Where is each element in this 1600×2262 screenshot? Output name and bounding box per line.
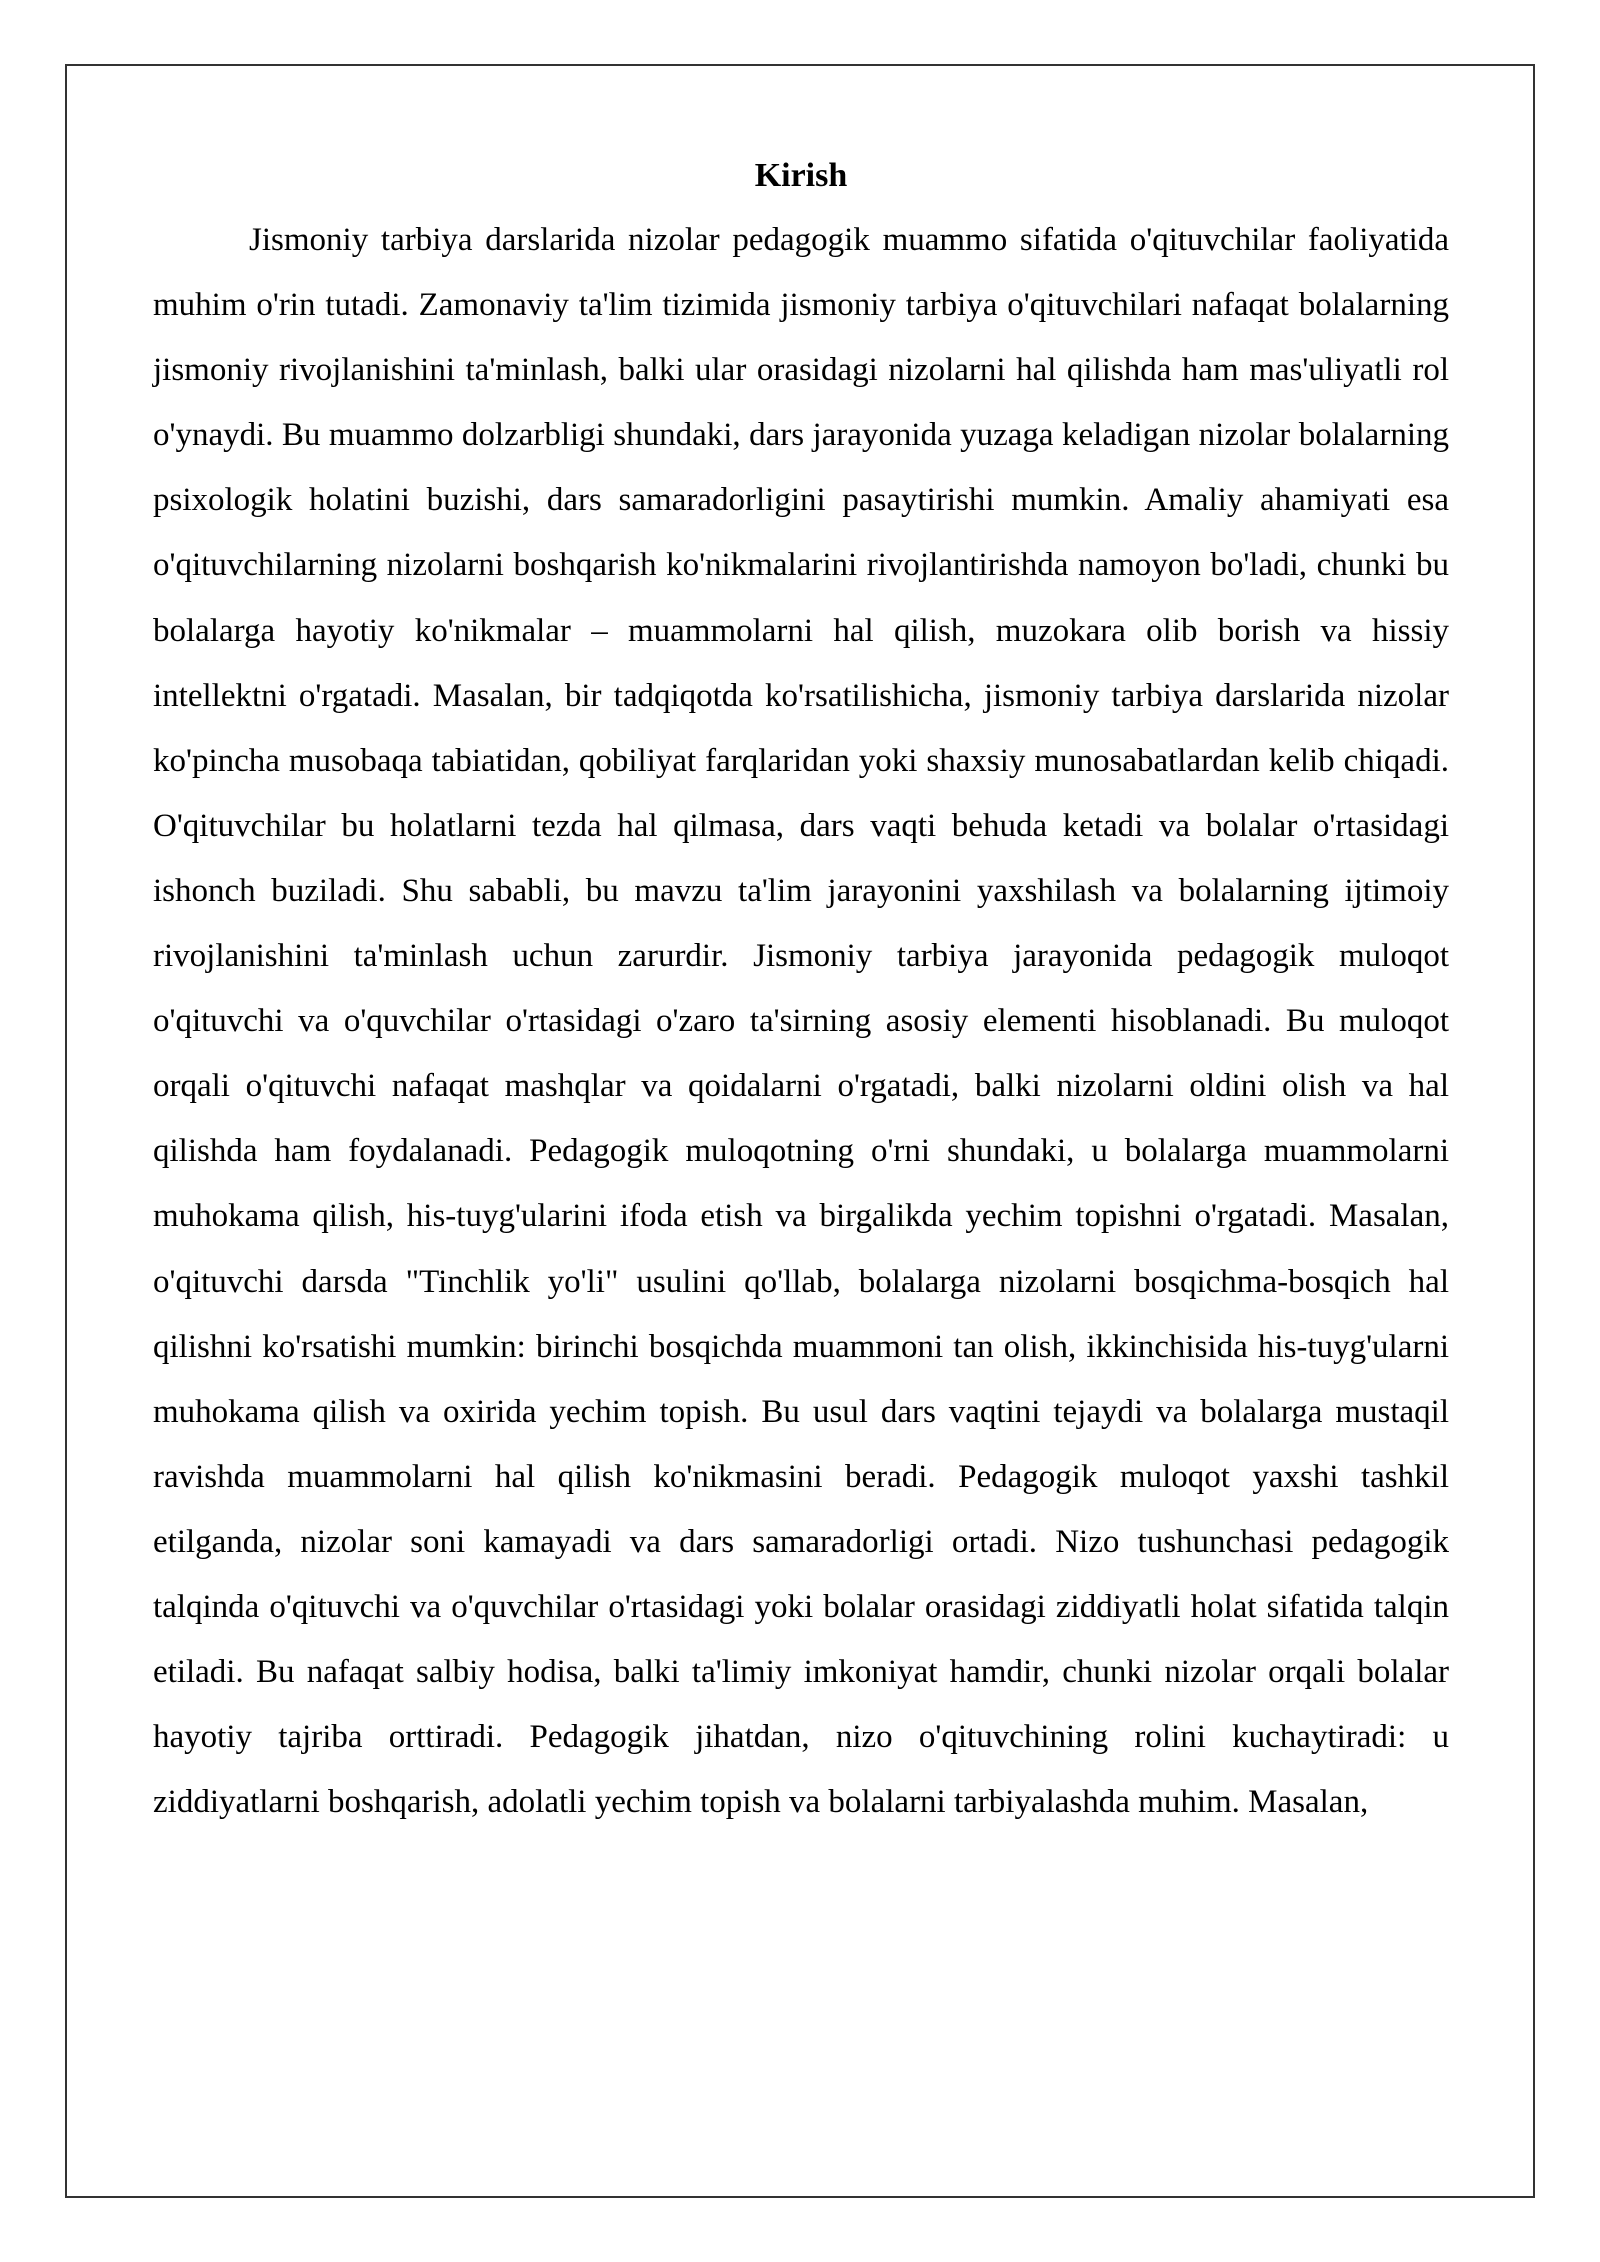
section-heading: Kirish [754,157,848,194]
body-paragraph: Jismoniy tarbiya darslarida nizolar pedagogik muammo sifatida o'qituvchilar faoliyatida muhim o'rin tutadi. Zamonaviy ta'lim tizimida jismoniy tarbiya o'qituvchilari nafaqat bolalarning jismoniy rivojlanishini ta'minlash, balki ular orasidagi nizolarni hal qilishda ham mas'uliyatli rol o'ynaydi. Bu muammo dolzarbligi shundaki, dars jarayonida yuzaga keladigan nizolar bolalarning psixologik holatini buzishi, dars samaradorligini pasaytirishi mumkin. Amaliy ahamiyati esa o'qituvchilarning nizolarni boshqarish ko'nikmalarini rivojlantirishda namoyon bo'ladi, chunki bu bolalarga hayotiy ko'nikmalar – muammolarni hal qilish, muzokara olib borish va hissiy intellektni o'rgatadi. Masalan, bir tadqiqotda ko'rsatilishicha, jismoniy tarbiya darslarida nizolar ko'pincha musobaqa tabiatidan, qobiliyat farqlaridan yoki shaxsiy munosabatlardan kelib chiqadi. O'qituvchilar bu holatlarni tezda hal qilmasa, dars vaqti behuda ketadi va bolalar o'rtasidagi ishonch buziladi. Shu sababli, bu mavzu ta'lim jarayonini yaxshilash va bolalarning ijtimoiy rivojlanishini ta'minlash uchun zarurdir. Jismoniy tarbiya jarayonida pedagogik muloqot o'qituvchi va o'quvchilar o'rtasidagi o'zaro ta'sirning asosiy elementi hisoblanadi. Bu muloqot orqali o'qituvchi nafaqat mashqlar va qoidalarni o'rgatadi, balki nizolarni oldini olish va hal qilishda ham foydalanadi. Pedagogik muloqotning o'rni shundaki, u bolalarga muammolarni muhokama qilish, his-tuyg'ularini ifoda etish va birgalikda yechim topishni o'rgatadi. Masalan, o'qituvchi darsda "Tinchlik yo'li" usulini qo'llab, bolalarga nizolarni bosqichma-bosqich hal qilishni ko'rsatishi mumkin: birinchi bosqichda muammoni tan olish, ikkinchisida his-tuyg'ularni muhokama qilish va oxirida yechim topish. Bu usul dars vaqtini tejaydi va bolalarga mustaqil ravishda muammolarni hal qilish ko'nikmasini beradi. Pedagogik muloqot yaxshi tashkil etilganda, nizolar soni kamayadi va dars samaradorligi ortadi. Nizo tushunchasi pedagogik talqinda o'qituvchi va o'quvchilar o'rtasidagi yoki bolalar orasidagi ziddiyatli holat sifatida talqin etiladi. Bu nafaqat salbiy hodisa, balki ta'limiy imkoniyat hamdir, chunki nizolar orqali bolalar hayotiy tajriba orttiradi. Pedagogik jihatdan, nizo o'qituvchining rolini kuchaytiradi: u ziddiyatlarni boshqarish, adolatli yechim topish va bolalarni tarbiyalashda muhim. Masalan, [153,222,1449,1821]
document-body [153,150,1449,1835]
